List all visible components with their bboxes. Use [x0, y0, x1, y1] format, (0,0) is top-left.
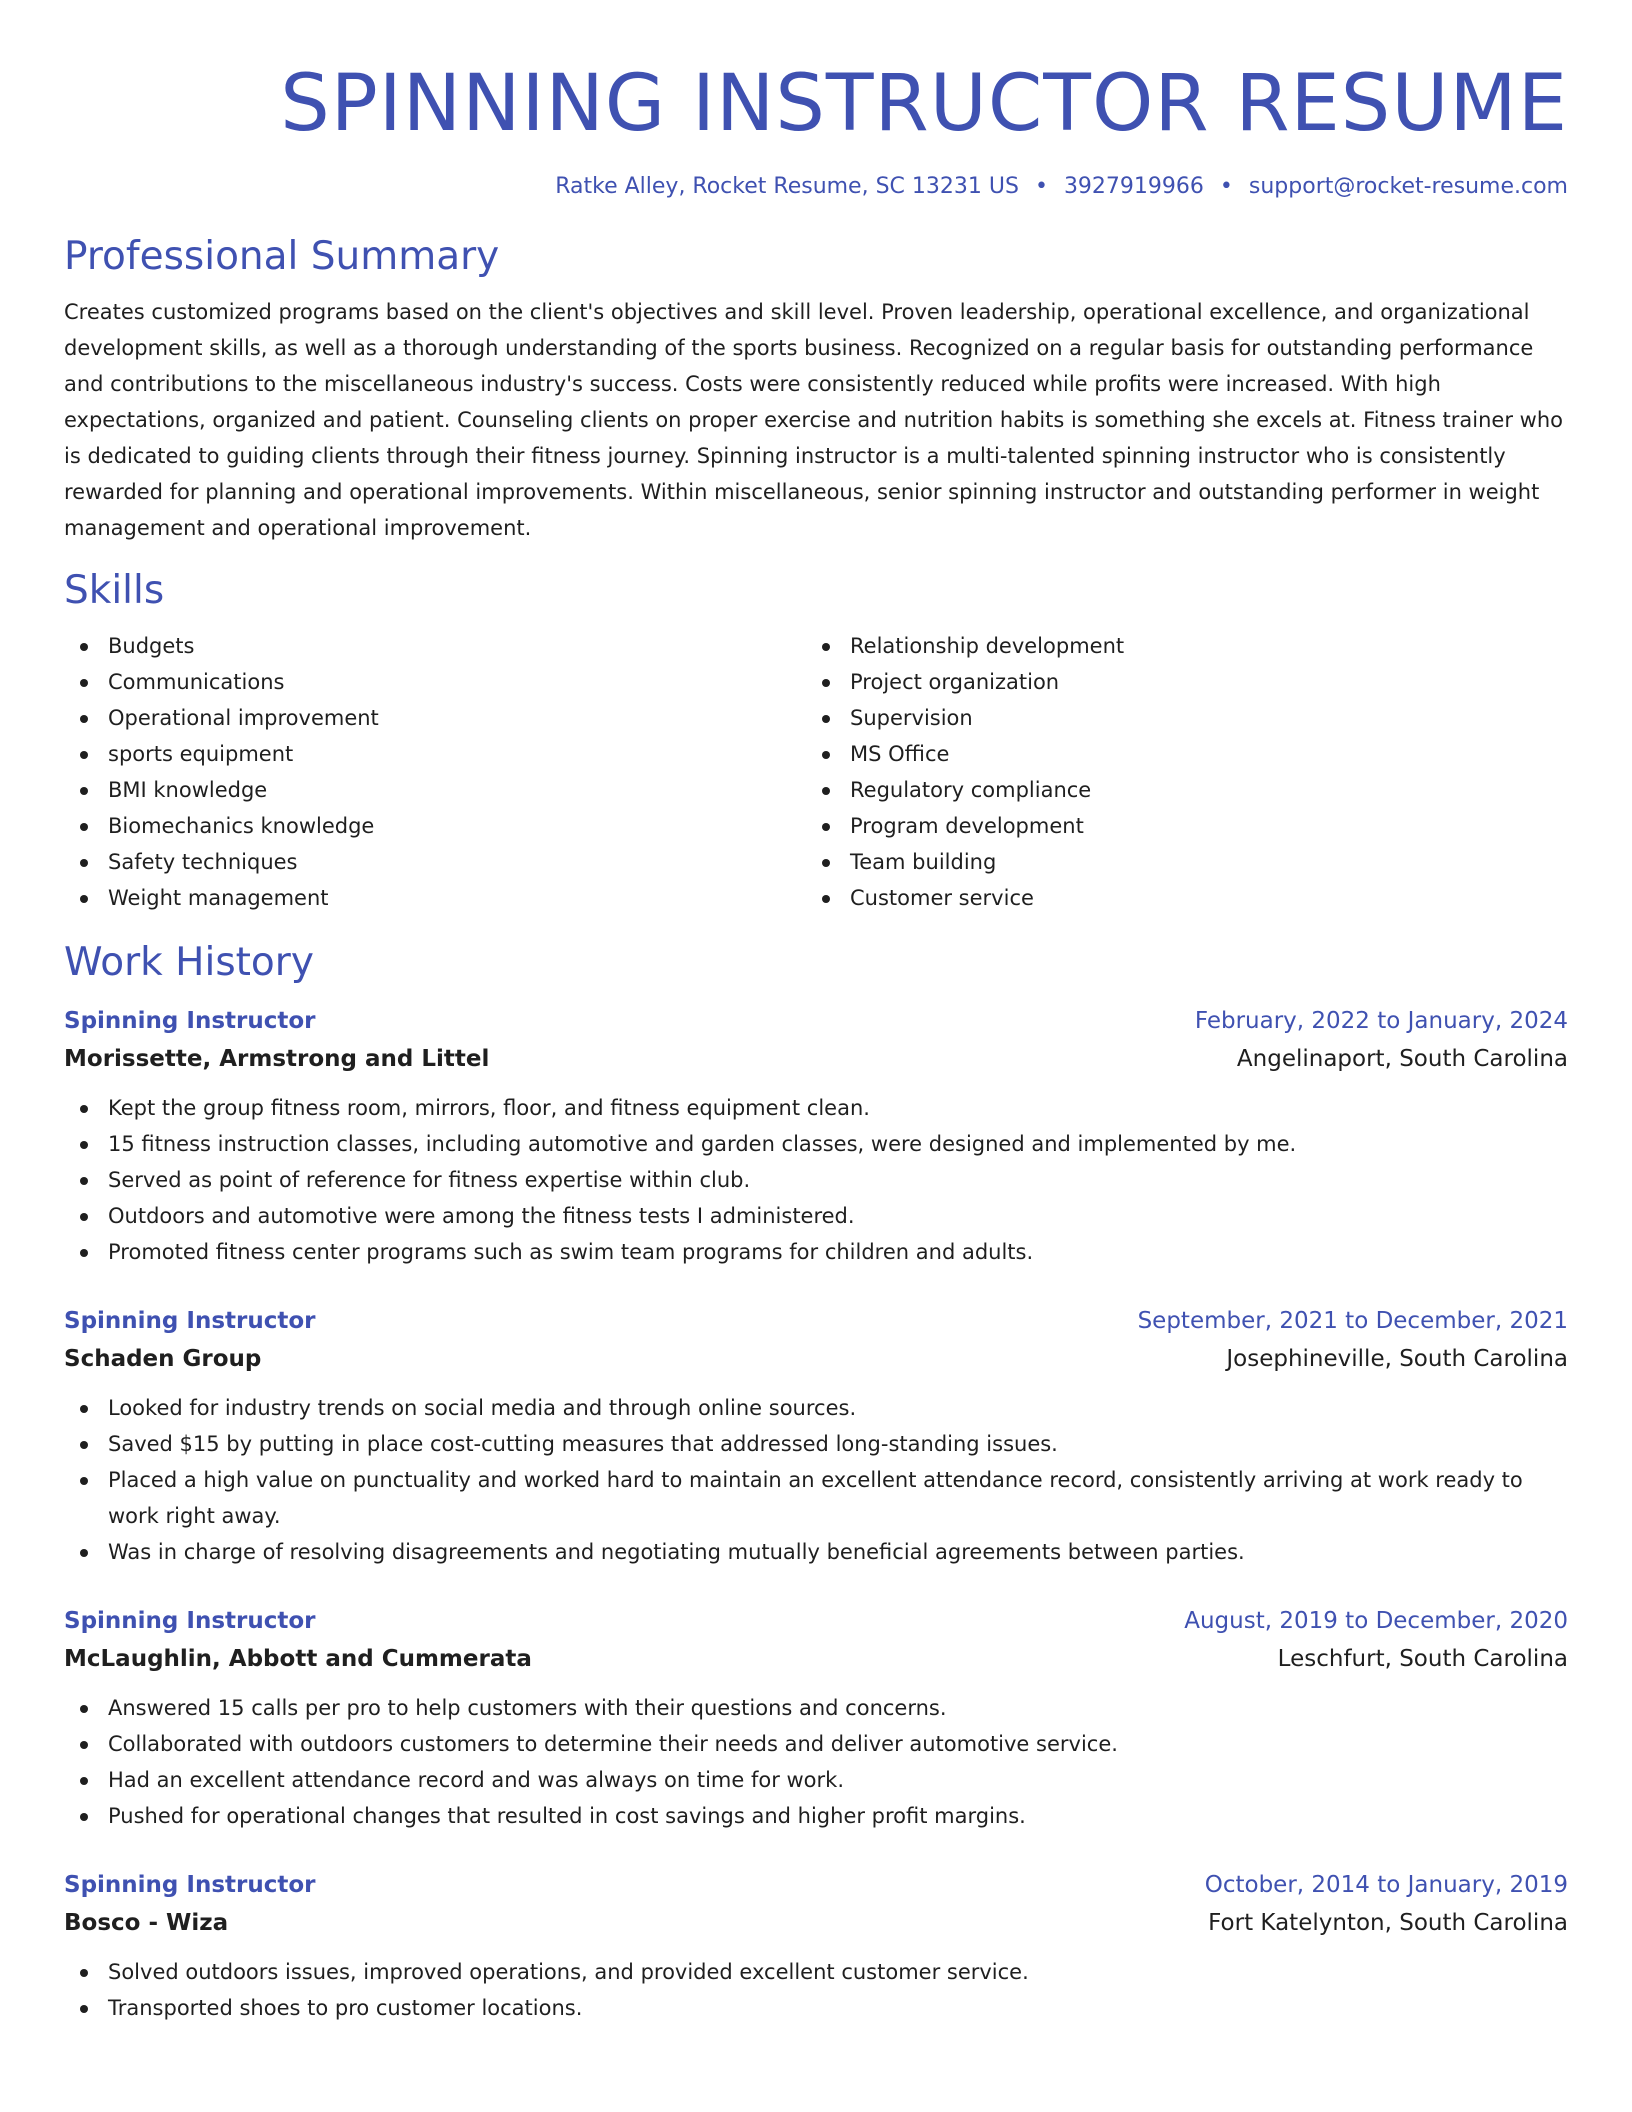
job-duty: 15 fitness instruction classes, including automotive and garden classes, were designed and implemented by me. — [64, 1126, 1568, 1162]
job-entry — [64, 1002, 1568, 1270]
skill-item: Budgets — [64, 628, 806, 664]
job-duty: Kept the group fitness room, mirrors, floor, and fitness equipment clean. — [64, 1090, 1568, 1126]
summary-text: Creates customized programs based on the client's objectives and skill level. Proven leadership, operational excellence, and organizational development skills, as well as a thorough understanding of the sports business. Recognized on a regular basis for outstanding performance and contributions to the miscellaneous industry's success. Costs were consistently reduced while profits were increased. With high expectations, organized and patient. Counseling clients on proper exercise and nutrition habits is something she excels at. Fitness trainer who is dedicated to guiding clients through their fitness journey. Spinning instructor is a multi-talented spinning instructor who is consistently rewarded for planning and operational improvements. Within miscellaneous, senior spinning instructor and outstanding performer in weight management and operational improvement. — [64, 300, 1563, 540]
skills-list — [64, 628, 1568, 916]
job-title: Spinning Instructor — [64, 1608, 316, 1634]
job-duty: Solved outdoors issues, improved operations, and provided excellent customer service. — [64, 1954, 1568, 1990]
job-duties — [64, 1090, 1568, 1270]
job-company-row — [64, 1640, 1568, 1678]
job-company: McLaughlin, Abbott and Cummerata — [64, 1646, 532, 1672]
resume-title: SPINNING INSTRUCTOR RESUME — [280, 59, 1568, 149]
job-entry — [64, 1602, 1568, 1834]
job-duties — [64, 1390, 1568, 1570]
contact-separator: • — [1219, 174, 1233, 199]
job-duty: Placed a high value on punctuality and worked hard to maintain an excellent attendance record, consistently arriving at work ready to work right away. — [64, 1462, 1568, 1534]
job-duty: Served as point of reference for fitness expertise within club. — [64, 1162, 1568, 1198]
job-duties — [64, 1690, 1568, 1834]
work-history-heading: Work History — [64, 940, 314, 985]
job-location: Fort Katelynton, South Carolina — [1208, 1910, 1568, 1936]
skill-item: Project organization — [806, 664, 1548, 700]
contact-address: Ratke Alley, Rocket Resume, SC 13231 US — [555, 174, 1019, 199]
job-company-row — [64, 1040, 1568, 1078]
job-location: Josephineville, South Carolina — [1226, 1346, 1568, 1372]
summary-heading: Professional Summary — [64, 234, 500, 279]
job-location: Angelinaport, South Carolina — [1236, 1046, 1568, 1072]
job-duty: Answered 15 calls per pro to help customers with their questions and concerns. — [64, 1690, 1568, 1726]
job-duty: Promoted fitness center programs such as swim team programs for children and adults. — [64, 1234, 1568, 1270]
job-duty: Saved $15 by putting in place cost-cutting measures that addressed long-standing issues. — [64, 1426, 1568, 1462]
job-duties — [64, 1954, 1568, 2026]
job-location: Leschfurt, South Carolina — [1277, 1646, 1568, 1672]
skill-item: MS Office — [806, 736, 1548, 772]
skill-item: Supervision — [806, 700, 1548, 736]
job-duty: Transported shoes to pro customer locations. — [64, 1990, 1568, 2026]
job-duty: Pushed for operational changes that resulted in cost savings and higher profit margins. — [64, 1798, 1568, 1834]
job-company: Bosco - Wiza — [64, 1910, 229, 1936]
job-duty: Looked for industry trends on social media and through online sources. — [64, 1390, 1568, 1426]
skill-item: Safety techniques — [64, 844, 806, 880]
contact-email: support@rocket-resume.com — [1248, 174, 1568, 199]
skills-heading: Skills — [64, 568, 165, 613]
contact-separator: • — [1034, 174, 1048, 199]
job-dates: February, 2022 to January, 2024 — [1194, 1008, 1568, 1034]
skill-item: Team building — [806, 844, 1548, 880]
skill-item: Relationship development — [806, 628, 1548, 664]
resume-page — [64, 0, 1568, 2026]
job-title: Spinning Instructor — [64, 1008, 316, 1034]
job-entry — [64, 1302, 1568, 1570]
skill-item: Weight management — [64, 880, 806, 916]
job-title: Spinning Instructor — [64, 1308, 316, 1334]
job-duty: Collaborated with outdoors customers to determine their needs and deliver automotive service. — [64, 1726, 1568, 1762]
skill-item: Regulatory compliance — [806, 772, 1548, 808]
job-company: Schaden Group — [64, 1346, 262, 1372]
skill-item: Biomechanics knowledge — [64, 808, 806, 844]
skill-item: Program development — [806, 808, 1548, 844]
job-header-row — [64, 1866, 1568, 1904]
job-company-row — [64, 1340, 1568, 1378]
skill-item: BMI knowledge — [64, 772, 806, 808]
skill-item: sports equipment — [64, 736, 806, 772]
job-duty: Had an excellent attendance record and was always on time for work. — [64, 1762, 1568, 1798]
job-duty: Outdoors and automotive were among the fitness tests I administered. — [64, 1198, 1568, 1234]
job-company: Morissette, Armstrong and Littel — [64, 1046, 490, 1072]
job-duty: Was in charge of resolving disagreements and negotiating mutually beneficial agreements between parties. — [64, 1534, 1568, 1570]
skill-item: Operational improvement — [64, 700, 806, 736]
job-dates: September, 2021 to December, 2021 — [1137, 1308, 1568, 1334]
job-header-row — [64, 1602, 1568, 1640]
skill-item: Communications — [64, 664, 806, 700]
skills-column-left — [64, 628, 806, 916]
skills-column-right — [806, 628, 1548, 916]
job-header-row — [64, 1002, 1568, 1040]
job-dates: August, 2019 to December, 2020 — [1184, 1608, 1568, 1634]
job-header-row — [64, 1302, 1568, 1340]
job-company-row — [64, 1904, 1568, 1942]
contact-line — [64, 170, 1568, 204]
job-title: Spinning Instructor — [64, 1872, 316, 1898]
job-dates: October, 2014 to January, 2019 — [1204, 1872, 1568, 1898]
contact-phone: 3927919966 — [1063, 174, 1204, 199]
skill-item: Customer service — [806, 880, 1548, 916]
job-entry — [64, 1866, 1568, 2026]
